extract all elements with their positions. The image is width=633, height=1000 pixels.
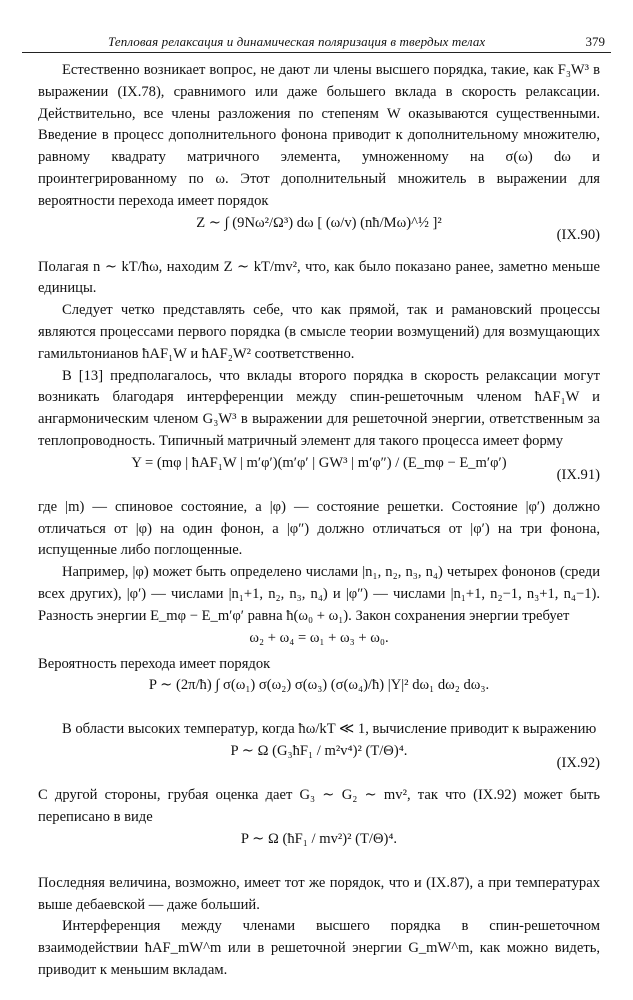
paragraph-first-order: Следует четко представлять себе, что как прямой, так и рамановский процессы являются процессами первого порядка (в смысле теории возмущений) для возмущающих гамильтонианов ħAF₁W и ħAF₂W² соответственно. <box>38 302 600 362</box>
equation-rewritten <box>38 829 600 873</box>
running-header <box>22 32 611 53</box>
page-number: 379 <box>585 34 605 49</box>
equation-formula: ω₂ + ω₄ = ω₁ + ω₃ + ω₀. <box>249 629 389 646</box>
equation-number: (IX.92) <box>556 755 600 772</box>
paragraph-last-quantity: Последняя величина, возможно, имеет тот же порядок, что и (IX.87), а при температурах выше дебаевской — даже больший. <box>38 874 600 913</box>
equation-formula: Y = (mφ | ħAF₁W | m′φ′)(m′φ′ | GW³ | m′φ″) / (E_mφ − E_m′φ′) <box>131 454 507 471</box>
paragraph-conclusion: Интерференция между членами высшего порядка в спин-решеточном взаимодействии ħAF_mW^m или в решеточной энергии G_mW^m, как можно видеть, приводит к меньшим вкладам. <box>38 918 600 978</box>
paragraph-higher-order: Естественно возникает вопрос, не дают ли члены высшего порядка, такие, как F₃W³ в выражении (IX.78), сравнимого или даже большего вклада в скорость релаксации. Действительно, все члены разложения по степеням W оказываются существенными. Введение в процесс дополнительного фонона приводит к дополнительному множителю, равному квадрату матричного элемента, умноженному на σ(ω) dω и проинтегрированному по ω. Этот дополнительный множитель в выражении для вероятности перехода имеет порядок <box>38 62 600 209</box>
paragraph-example: Например, |φ) может быть определено числами |n₁, n₂, n₃, n₄) четырех фононов (среди всех других), |φ′) — числами |n₁+1, n₂, n₃, n₄) и |φ″) — числами |n₁+1, n₂−1, n₃+1, n₄−1). Разность энергии E_mφ − E_m′φ′ равна ħ(ω₀ + ω₁). Закон сохранения энергии требует <box>38 564 600 624</box>
equation-formula: P ∼ Ω (G₃ħF₁ / m²v⁴)² (T/Θ)⁴. <box>230 743 408 760</box>
paragraph-rough-estimate: С другой стороны, грубая оценка дает G₃ ∼ G₂ ∼ mv², так что (IX.92) может быть переписано в виде <box>38 787 600 825</box>
paragraph-states: где |m) — спиновое состояние, а |φ) — состояние решетки. Состояние |φ′) должно отличаться от |φ) на один фонон, а |φ″) должно отличаться от |φ′) на три фонона, испущенные либо поглощенные. <box>38 498 600 559</box>
equation-ix90 <box>38 213 600 257</box>
paragraph-high-temperature: В области высоких температур, когда ħω/kT ≪ 1, вычисление приводит к выражению <box>62 721 597 738</box>
paragraph-interference: В [13] предполагалось, что вклады второго порядка в скорость релаксации могут возникать благодаря интерференции между спин-решеточным членом ħAF₁W и ангармоническим членом G₃W³ в выражении для решеточной энергии, ответственным за теплопроводность. Типичный матричный элемент для такого процесса имеет форму <box>38 367 600 449</box>
equation-probability <box>38 675 600 719</box>
equation-formula: Z ∼ ∫ (9Nω²/Ω³) dω [ (ω/v) (nħ/Mω)^½ ]² <box>196 214 442 231</box>
paragraph-probability: Вероятность перехода имеет порядок <box>38 655 271 672</box>
page-body <box>38 60 600 982</box>
equation-ix91 <box>38 453 600 497</box>
equation-number: (IX.90) <box>556 226 600 243</box>
equation-ix92 <box>38 741 600 785</box>
equation-formula: P ∼ (2π/ħ) ∫ σ(ω₁) σ(ω₂) σ(ω₃) (σ(ω₄)/ħ) |Y|² dω₁ dω₂ dω₃. <box>148 677 490 694</box>
running-title: Тепловая релаксация и динамическая поляризация в твердых телах <box>108 34 486 49</box>
equation-formula: P ∼ Ω (ħF₁ / mv²)² (T/Θ)⁴. <box>240 830 398 847</box>
equation-number: (IX.91) <box>556 466 600 483</box>
paragraph-setting-n: Полагая n ∼ kT/ħω, находим Z ∼ kT/mv², что, как было показано ранее, заметно меньше единицы. <box>38 258 600 297</box>
equation-energy-conservation <box>38 628 600 654</box>
